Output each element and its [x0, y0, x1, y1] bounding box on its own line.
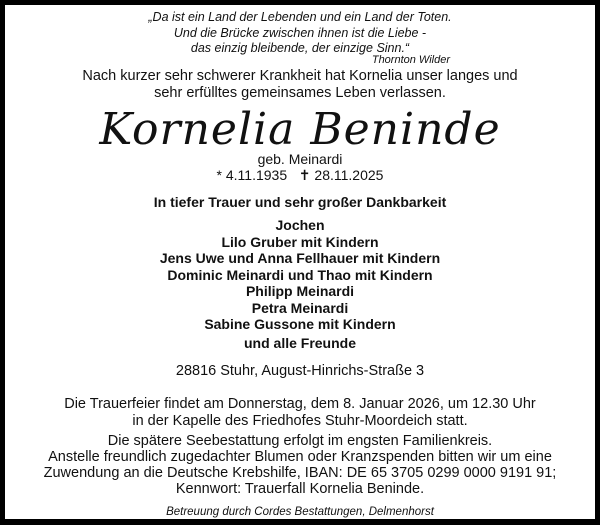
- friends-line: und alle Freunde: [243, 335, 356, 351]
- note-line: Anstelle freundlich zugedachter Blumen oder Kranzspenden bitten wir um eine: [48, 449, 552, 465]
- intro-line: Nach kurzer sehr schwerer Krankheit hat Kornelia unser langes und: [82, 68, 518, 84]
- death-date: ✝ 28.11.2025: [298, 167, 384, 183]
- mourning-heading: In tiefer Trauer und sehr großer Dankbarkeit: [153, 194, 447, 210]
- intro-line: sehr erfülltes gemeinsames Leben verlassen.: [154, 85, 446, 101]
- service-line: in der Kapelle des Friedhofes Stuhr-Moordeich statt.: [132, 413, 468, 429]
- mourner: Petra Meinardi: [251, 300, 349, 316]
- maiden-name: geb. Meinardi: [257, 151, 343, 167]
- mourner: Lilo Gruber mit Kindern: [221, 234, 379, 250]
- mourner: Sabine Gussone mit Kindern: [204, 316, 396, 332]
- quote-line: „Da ist ein Land der Lebenden und ein Land der Toten.: [148, 10, 452, 24]
- mourner: Jochen: [275, 217, 325, 233]
- birth-date: * 4.11.1935: [216, 167, 288, 183]
- note-line: Zuwendung an die Deutsche Krebshilfe, IBAN: DE 65 3705 0299 0000 9191 91;: [43, 465, 557, 481]
- quote-line: das einzig bleibende, der einzige Sinn.“: [190, 41, 410, 55]
- note-line: Kennwort: Trauerfall Kornelia Beninde.: [175, 481, 425, 497]
- address: 28816 Stuhr, August-Hinrichs-Straße 3: [175, 363, 425, 379]
- mourner: Dominic Meinardi und Thao mit Kindern: [167, 267, 433, 283]
- quote-author: Thornton Wilder: [371, 54, 450, 66]
- note-line: Die spätere Seebestattung erfolgt im engsten Familienkreis.: [107, 433, 493, 449]
- quote-line: Und die Brücke zwischen ihnen ist die Liebe -: [173, 26, 427, 40]
- deceased-name: Kornelia Beninde: [99, 104, 501, 155]
- service-line: Die Trauerfeier findet am Donnerstag, dem 8. Januar 2026, um 12.30 Uhr: [64, 396, 536, 412]
- life-dates: [5, 167, 595, 183]
- notice-sheet: [5, 5, 595, 519]
- mourner: Philipp Meinardi: [245, 283, 355, 299]
- funeral-home: Betreuung durch Cordes Bestattungen, Delmenhorst: [166, 506, 434, 518]
- mourner: Jens Uwe und Anna Fellhauer mit Kindern: [159, 250, 441, 266]
